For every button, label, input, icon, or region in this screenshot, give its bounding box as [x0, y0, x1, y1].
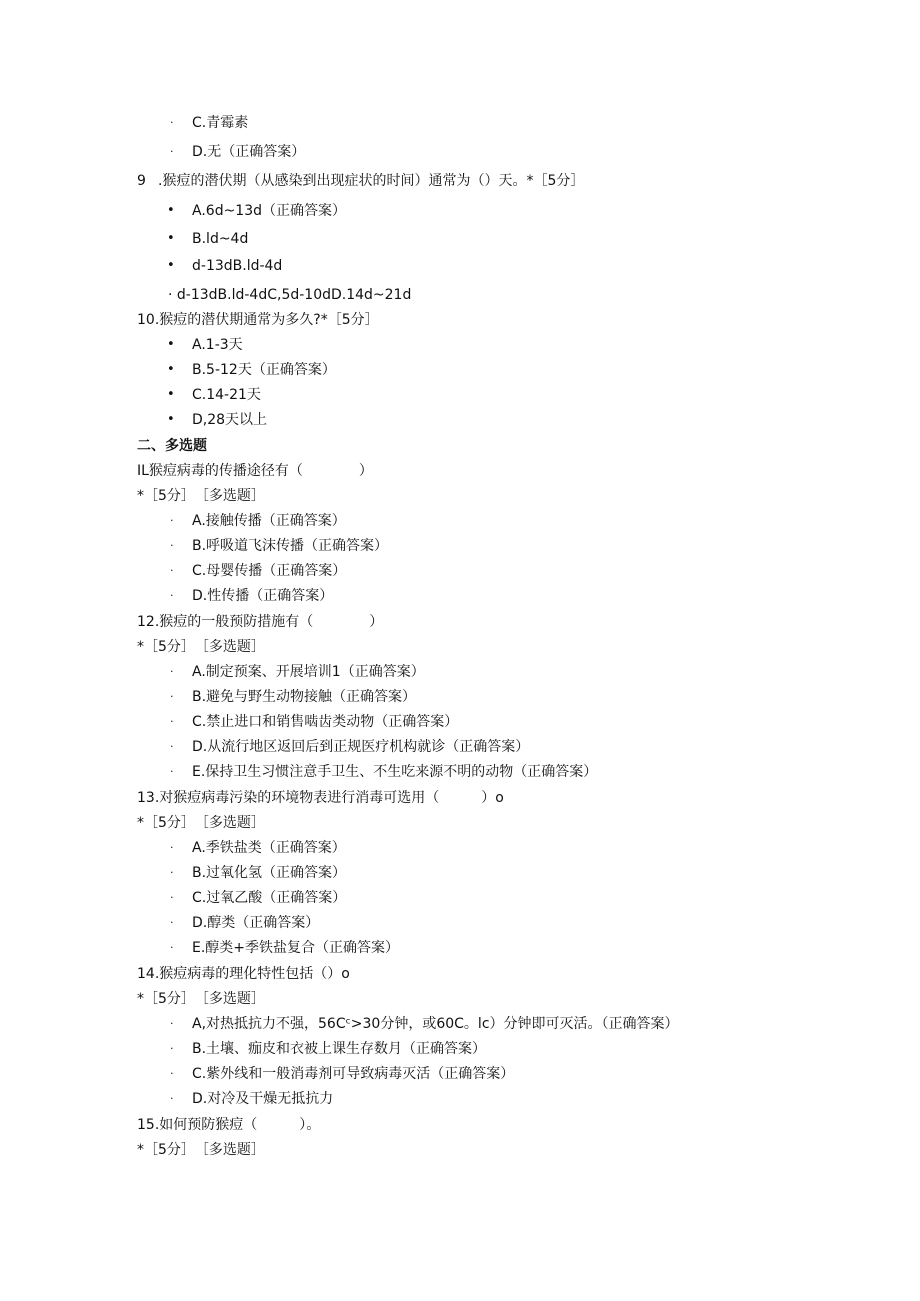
list-bullet: · — [170, 765, 174, 778]
option-text: E.保持卫生习惯注意手卫生、不生吃来源不明的动物（正确答案） — [192, 764, 598, 780]
list-bullet: · — [170, 589, 174, 602]
list-bullet: · — [170, 916, 174, 929]
list-bullet: • — [167, 203, 175, 218]
question-text: .猴痘的潜伏期（从感染到出现症状的时间）通常为（）天。*［5分］ — [158, 173, 585, 189]
question-text: 12.猴痘的一般预防措施有（ ） — [137, 614, 384, 630]
option-text: B.避免与野生动物接触（正确答案） — [192, 689, 417, 705]
option-text: E.醇类+季铁盐复合（正确答案） — [192, 940, 400, 956]
list-bullet: · — [170, 145, 174, 158]
list-bullet: · — [170, 866, 174, 879]
option-text: A.制定预案、开展培训1（正确答案） — [192, 664, 425, 680]
option-text: D.对冷及干燥无抵抗力 — [192, 1091, 334, 1107]
option-text: · d-13dB.ld-4dC,5d-10dD.14d~21d — [168, 287, 412, 303]
option-text: A.季铁盐类（正确答案） — [192, 840, 346, 856]
list-bullet: · — [170, 1042, 174, 1055]
question-text: 15.如何预防猴痘（ ）。 — [137, 1117, 321, 1133]
list-bullet: · — [170, 740, 174, 753]
question-number: 9 — [137, 173, 146, 189]
option-text: A.6d~13d（正确答案） — [192, 203, 347, 219]
option-text: D.醇类（正确答案） — [192, 915, 320, 931]
list-bullet: • — [167, 231, 175, 246]
list-bullet: · — [170, 539, 174, 552]
question-text: IL猴痘病毒的传播途径有（ ） — [137, 463, 373, 479]
option-text: D.无（正确答案） — [192, 144, 306, 160]
question-meta: *［5分］ ［多选题］ — [137, 991, 265, 1007]
question-meta: *［5分］ ［多选题］ — [137, 1142, 265, 1158]
list-bullet: · — [170, 841, 174, 854]
option-text: B.呼吸道飞沫传播（正确答案） — [192, 538, 389, 554]
option-text: D.性传播（正确答案） — [192, 588, 334, 604]
list-bullet: · — [170, 891, 174, 904]
option-text: C.禁止进口和销售啮齿类动物（正确答案） — [192, 714, 459, 730]
question-text: 14.猴痘病毒的理化特性包括（）o — [137, 966, 350, 982]
option-text: A.1-3天 — [192, 337, 243, 353]
list-bullet: • — [167, 362, 175, 377]
question-meta: *［5分］ ［多选题］ — [137, 488, 265, 504]
question-meta: *［5分］ ［多选题］ — [137, 815, 265, 831]
option-text: D,28天以上 — [192, 412, 268, 428]
list-bullet: · — [170, 116, 174, 129]
list-bullet: · — [170, 690, 174, 703]
option-text: C.过氧乙酸（正确答案） — [192, 890, 347, 906]
list-bullet: • — [167, 387, 175, 402]
list-bullet: · — [170, 514, 174, 527]
section-title: 二、多选题 — [137, 438, 207, 454]
question-meta: *［5分］ ［多选题］ — [137, 639, 265, 655]
option-text: A.接触传播（正确答案） — [192, 513, 346, 529]
option-text: A,对热抵抗力不强，56Cᶜ>30分钟，或60C。lc）分钟即可灭活。（正确答案） — [192, 1016, 679, 1032]
option-text: D.从流行地区返回后到正规医疗机构就诊（正确答案） — [192, 739, 530, 755]
list-bullet: • — [167, 258, 175, 273]
list-bullet: · — [170, 941, 174, 954]
list-bullet: · — [170, 1017, 174, 1030]
option-text: C.青霉素 — [192, 115, 249, 131]
list-bullet: · — [170, 1092, 174, 1105]
list-bullet: · — [170, 1067, 174, 1080]
option-text: B.ld~4d — [192, 231, 249, 247]
list-bullet: • — [167, 412, 175, 427]
option-text: B.5-12天（正确答案） — [192, 362, 336, 378]
list-bullet: • — [167, 337, 175, 352]
list-bullet: · — [170, 665, 174, 678]
option-text: B.过氧化氢（正确答案） — [192, 865, 347, 881]
list-bullet: · — [170, 715, 174, 728]
question-text: 10.猴痘的潜伏期通常为多久?*［5分］ — [137, 312, 379, 328]
option-text: C.母婴传播（正确答案） — [192, 563, 347, 579]
option-text: C.紫外线和一般消毒剂可导致病毒灭活（正确答案） — [192, 1066, 515, 1082]
list-bullet: · — [170, 564, 174, 577]
option-text: C.14-21天 — [192, 387, 261, 403]
question-text: 13.对猴痘病毒污染的环境物表进行消毒可选用（ ）o — [137, 790, 504, 806]
option-text: d-13dB.ld-4d — [192, 258, 283, 274]
option-text: B.土壤、痂皮和衣被上课生存数月（正确答案） — [192, 1041, 487, 1057]
